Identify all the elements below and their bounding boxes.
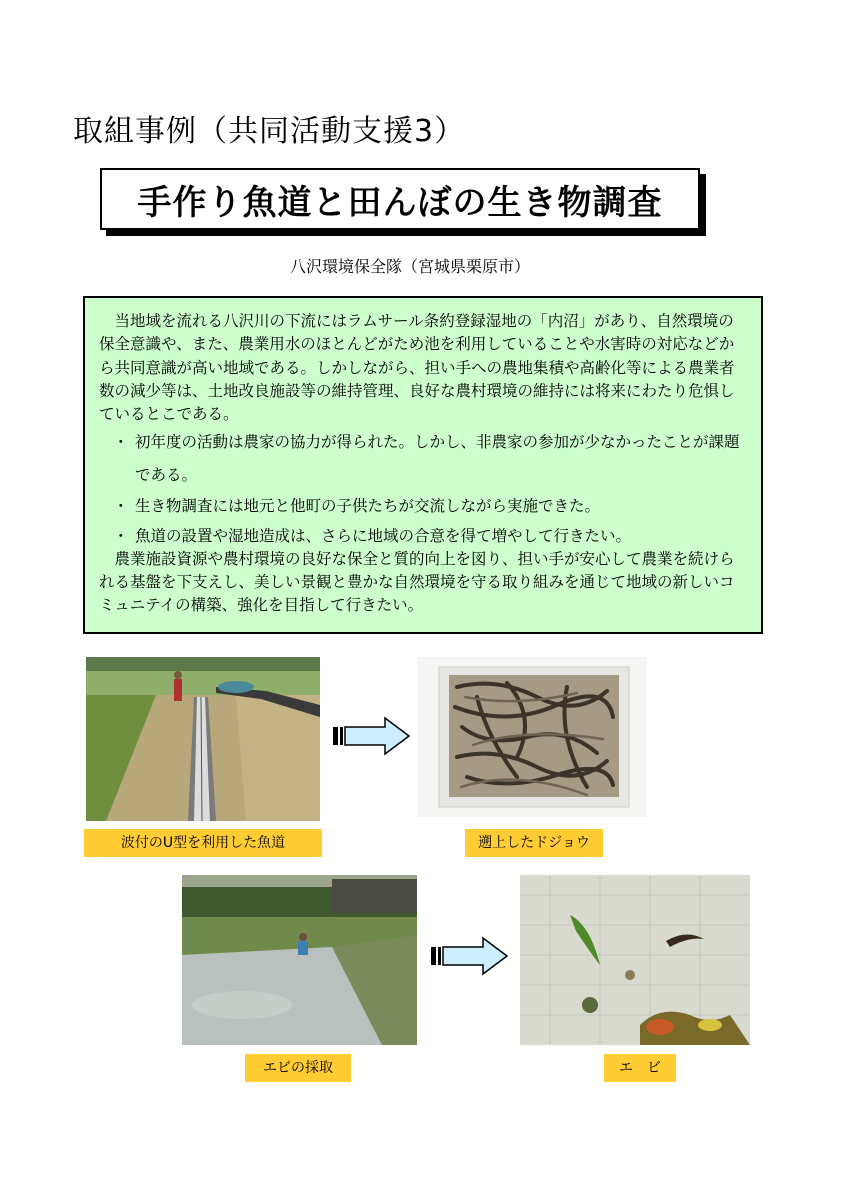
summary-bullet bbox=[99, 426, 747, 491]
summary-bullet bbox=[99, 495, 747, 518]
summary-bullet-text: 魚道の設置や湿地造成は、さらに地域の合意を得て増やして行きたい。 bbox=[135, 526, 632, 545]
summary-bullet-list bbox=[99, 426, 747, 548]
summary-bullet bbox=[99, 525, 747, 548]
page-heading: 取組事例（共同活動支援3） bbox=[73, 114, 466, 149]
arrow-right-icon bbox=[333, 716, 411, 756]
loach-caption: 遡上したドジョウ bbox=[465, 829, 603, 857]
summary-closing: 農業施設資源や農村環境の良好な保全と質的向上を図り、担い手が安心して農業を続けられる基盤を下支えし、美しい景観と豊かな自然環境を守る取り組みを通じて地域の新しいコミュニテイの構築、強化を目指して行きたい。 bbox=[99, 549, 735, 615]
shrimp-collection-caption: エビの採取 bbox=[245, 1054, 351, 1082]
shrimp-collection-photo bbox=[182, 875, 417, 1045]
summary-box bbox=[83, 296, 763, 634]
shrimp-caption: エ ビ bbox=[604, 1054, 676, 1082]
summary-intro: 当地域を流れる八沢川の下流にはラムサール条約登録湿地の「内沼」があり、自然環境の保全意識や、また、農業用水のほとんどがため池を利用していることや水害時の対応などから共同意識が高い地域である。しかしながら、担い手への農地集積や高齢化等による農業者数の減少等は、土地改良施設等の維持管理、良好な農村環境の維持には将来にわたり危惧しているとこである。 bbox=[99, 312, 735, 423]
bullet-mark: ・ bbox=[113, 526, 129, 545]
summary-bullet-text: 初年度の活動は農家の協力が得られた。しかし、非農家の参加が少なかったことが課題である。 bbox=[135, 433, 740, 484]
page-title-text: 手作り魚道と田んぼの生き物調査 bbox=[137, 182, 663, 223]
bullet-mark: ・ bbox=[113, 433, 129, 452]
bullet-mark: ・ bbox=[113, 497, 129, 516]
summary-bullet-text: 生き物調査には地元と他町の子供たちが交流しながら実施できた。 bbox=[135, 497, 601, 516]
fishway-caption: 波付のU型を利用した魚道 bbox=[84, 829, 322, 857]
page-title bbox=[100, 168, 700, 230]
shrimp-photo bbox=[520, 875, 750, 1045]
organization-name: 八沢環境保全隊（宮城県栗原市） bbox=[290, 257, 531, 276]
arrow-right-icon bbox=[431, 936, 509, 976]
loach-photo bbox=[417, 657, 647, 817]
fishway-photo bbox=[86, 657, 320, 821]
